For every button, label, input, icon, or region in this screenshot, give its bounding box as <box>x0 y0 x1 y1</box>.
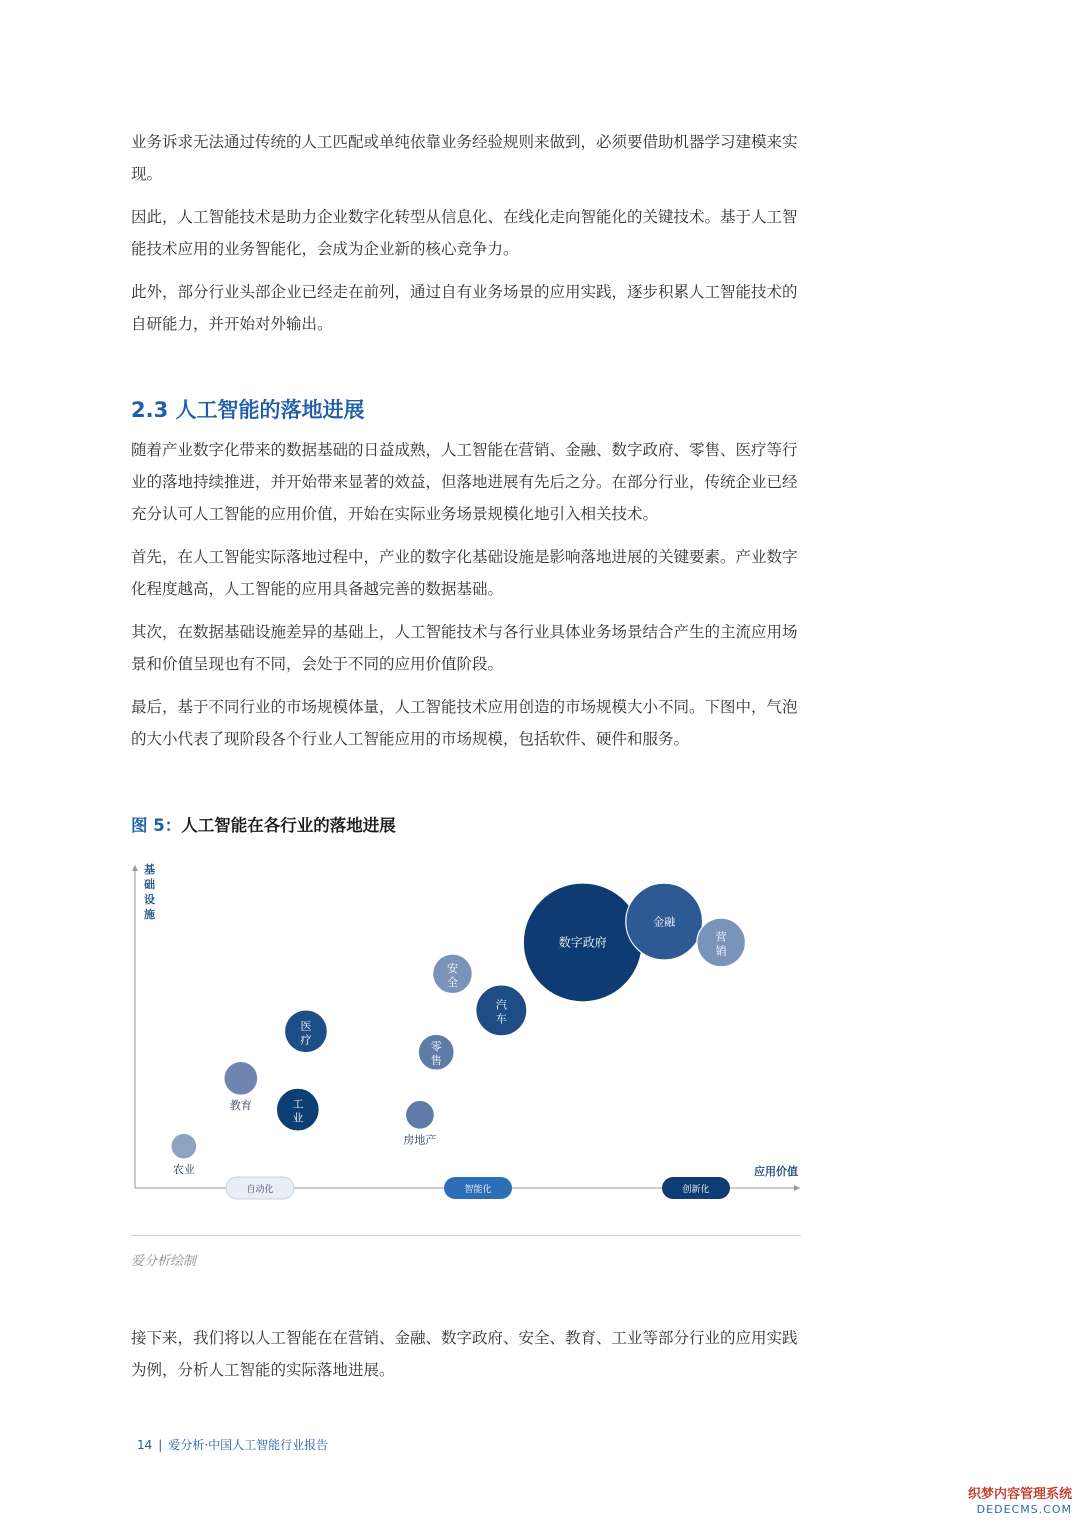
bubble-金融 <box>626 883 703 960</box>
page-footer <box>137 1436 328 1453</box>
bubble-circle <box>224 1061 258 1095</box>
watermark-en: DEDECMS.COM <box>976 1503 1072 1516</box>
bubble-label: 医疗 <box>300 1019 312 1047</box>
intro-paragraph-3: 此外，部分行业头部企业已经走在前列，通过自有业务场景的应用实践，逐步积累人工智能技术的自研能力，并开始对外输出。 <box>131 283 798 333</box>
bubble-label: 营销 <box>715 930 727 958</box>
x-axis-arrow <box>794 1185 800 1191</box>
footer-separator: | <box>158 1438 163 1452</box>
section-heading: 2.3 人工智能的落地进展 <box>131 398 365 422</box>
section-paragraph-1: 随着产业数字化带来的数据基础的日益成熟，人工智能在营销、金融、数字政府、零售、医疗等行业的落地持续推进，并开始带来显著的效益，但落地进展有先后之分。在部分行业，传统企业已经充分认可人工智能的应用价值，开始在实际业务场景规模化地引入相关技术。 <box>131 441 798 523</box>
bubble-label: 工业 <box>292 1097 304 1125</box>
chart-bubbles <box>171 883 745 1176</box>
section-paragraph-3: 其次，在数据基础设施差异的基础上，人工智能技术与各行业具体业务场景结合产生的主流应用场景和价值呈现也有不同，会处于不同的应用价值阶段。 <box>131 623 798 673</box>
bubble-营销 <box>697 918 746 967</box>
bubble-教育 <box>224 1061 258 1112</box>
bubble-label: 金融 <box>653 915 676 929</box>
bubble-汽车 <box>476 985 527 1036</box>
bubble-chart <box>126 855 806 1205</box>
section-paragraph-2: 首先，在人工智能实际落地过程中，产业的数字化基础设施是影响落地进展的关键要素。产业数字化程度越高，人工智能的应用具备越完善的数据基础。 <box>131 548 798 598</box>
stage-label: 自动化 <box>246 1185 274 1195</box>
figure-caption <box>131 812 396 836</box>
bubble-工业 <box>276 1088 319 1131</box>
intro-paragraph-2: 因此，人工智能技术是助力企业数字化转型从信息化、在线化走向智能化的关键技术。基于人工智能技术应用的业务智能化，会成为企业新的核心竞争力。 <box>131 208 798 258</box>
bubble-数字政府 <box>523 883 642 1002</box>
bubble-label: 农业 <box>172 1163 195 1177</box>
bubble-零售 <box>418 1034 454 1070</box>
bubble-医疗 <box>285 1010 328 1053</box>
stage-label: 智能化 <box>464 1185 492 1195</box>
stage-label: 创新化 <box>682 1185 710 1195</box>
stage-pill-1 <box>226 1177 294 1199</box>
page-number: 14 <box>137 1438 153 1452</box>
bubble-安全 <box>433 954 473 994</box>
section-paragraph-4: 最后，基于不同行业的市场规模体量，人工智能技术应用创造的市场规模大小不同。下图中，气泡的大小代表了现阶段各个行业人工智能应用的市场规模，包括软件、硬件和服务。 <box>131 698 798 748</box>
x-axis-label: 应用价值 <box>754 1165 798 1178</box>
intro-paragraph-1: 业务诉求无法通过传统的人工匹配或单纯依靠业务经验规则来做到，必须要借助机器学习建模来实现。 <box>131 133 798 183</box>
bubble-农业 <box>171 1133 197 1176</box>
stage-pill-3 <box>662 1177 730 1199</box>
report-name: 爱分析·中国人工智能行业报告 <box>168 1438 329 1452</box>
stage-pill-2 <box>444 1177 512 1199</box>
bubble-label: 零售 <box>430 1040 442 1068</box>
bubble-label: 教育 <box>229 1099 252 1113</box>
bubble-label: 汽车 <box>495 998 507 1026</box>
y-axis-arrow <box>132 865 138 871</box>
bubble-label: 房地产 <box>403 1133 437 1147</box>
bubble-circle <box>405 1100 434 1129</box>
watermark-cn: 织梦内容管理系统 <box>967 1487 1072 1502</box>
bubble-circle <box>171 1133 197 1159</box>
bubble-房地产 <box>403 1100 436 1146</box>
closing-paragraph: 接下来，我们将以人工智能在在营销、金融、数字政府、安全、教育、工业等部分行业的应用实践为例，分析人工智能的实际落地进展。 <box>131 1329 798 1379</box>
bubble-label: 数字政府 <box>558 935 607 950</box>
bubble-label: 安全 <box>447 961 458 989</box>
site-watermark <box>968 1487 1072 1517</box>
y-axis-label: 基础设施 <box>144 863 155 921</box>
figure-title: 人工智能在各行业的落地进展 <box>181 816 396 835</box>
figure-divider <box>131 1235 801 1236</box>
figure-number: 图 5： <box>131 816 182 835</box>
figure-source-note: 爱分析绘制 <box>131 1254 197 1269</box>
